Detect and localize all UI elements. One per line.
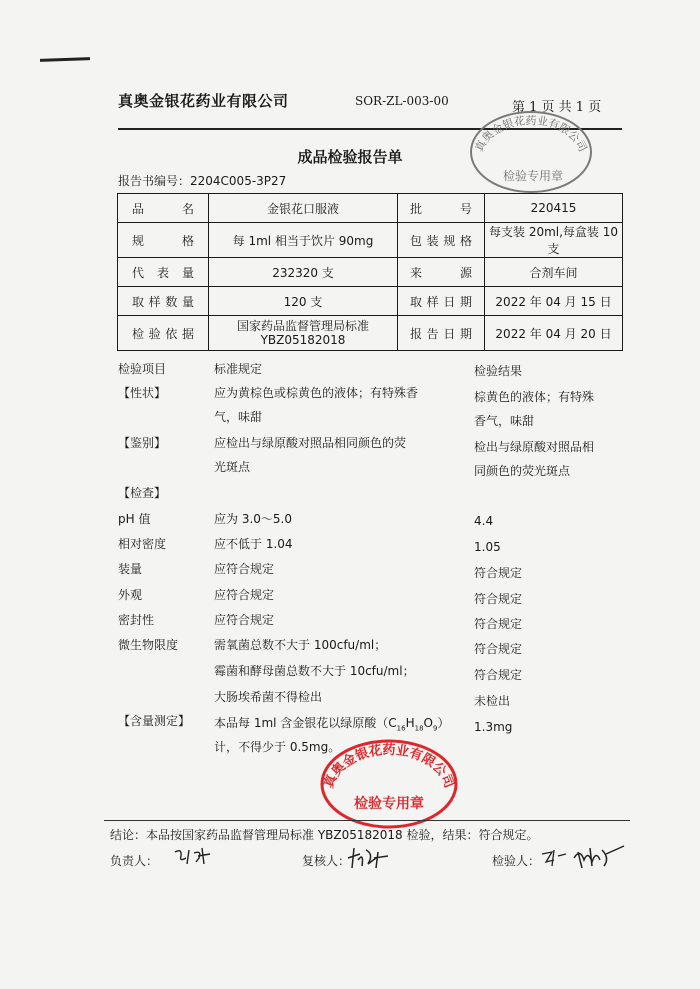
sample-date-value: 2022 年 04 月 15 日 [485,287,623,316]
appearance-label: 【性状】 [118,386,167,400]
report-number: 报告书编号：2204C005-3P27 [118,174,287,188]
basis-value [209,316,398,351]
page-info: 第 1 页 共 1 页 [512,100,602,115]
micro-result-3: 未检出 [474,694,511,708]
micro-standard-1: 需氧菌总数不大于 100cfu/ml； [214,638,387,652]
company-name: 真奥金银花药业有限公司 [118,92,289,110]
conclusion: 结论：本品按国家药品监督管理局标准 YBZ05182018 检验，结果：符合规定。 [110,828,539,842]
seal-standard: 应符合规定 [214,613,275,627]
appearance-standard-2: 气，味甜 [214,410,263,424]
batch-value: 220415 [485,194,623,223]
product-label: 品名 [118,194,209,223]
reviewer-label: 复核人： [302,854,351,868]
micro-standard-3: 大肠埃希菌不得检出 [214,690,323,704]
batch-label: 批号 [398,194,485,223]
stamp-purpose-text: 检验专用章 [502,169,564,183]
sample-date-label: 取样日期 [398,287,485,316]
report-date-label: 报告日期 [398,316,485,351]
identification-result-2: 同颜色的荧光斑点 [474,464,571,478]
basis-line-1: 国家药品监督管理局标准 [236,319,369,333]
basis-label: 检验依据 [118,316,209,351]
appearance-result-2: 香气，味甜 [474,414,535,428]
scan-mark [40,57,90,62]
ph-standard: 应为 3.0～5.0 [214,512,292,526]
ph-result: 4.4 [474,514,494,528]
pack-label: 包装规格 [398,223,485,258]
inspector-signature [540,844,632,872]
table-row [118,258,623,287]
assay-standard-2: 计，不得少于 0.5mg。 [214,740,341,754]
reviewer-signature [346,844,392,872]
header-item: 检验项目 [118,362,167,376]
micro-standard-2: 霉菌和酵母菌总数不大于 10cfu/ml； [214,664,415,678]
sample-qty-value: 120 支 [209,287,398,316]
batch-qty-label: 代表量 [118,258,209,287]
density-standard: 应不低于 1.04 [214,537,293,551]
fill-label: 装量 [118,562,143,576]
conclusion-divider [104,820,630,821]
table-row [118,316,623,351]
micro-label: 微生物限度 [118,638,179,652]
header-result: 检验结果 [474,364,523,378]
table-row [118,194,623,223]
micro-result-2: 符合规定 [474,668,523,682]
look-standard: 应符合规定 [214,588,275,602]
header-standard: 标准规定 [214,362,263,376]
report-title: 成品检验报告单 [297,148,403,166]
stamp-company-text: 真奥金银花药业有限公司 [472,114,590,154]
stamp-purpose-text-red: 检验专用章 [354,796,424,812]
stamp-company-text-red: 真奥金银花药业有限公司 [321,743,457,791]
identification-result-1: 检出与绿原酸对照品相 [474,440,595,454]
seal-label: 密封性 [118,613,155,627]
assay-standard-1: 本品每 1ml 含金银花以绿原酸$(C_{16}H_{18}O_9)$ [214,716,450,733]
identification-standard-1: 应检出与绿原酸对照品相同颜色的荧 [214,436,407,450]
ph-label: pH 值 [118,512,151,526]
fill-result: 符合规定 [474,566,523,580]
batch-qty-value: 232320 支 [209,258,398,287]
pack-value: 每支装 20ml,每盒装 10 支 [485,223,623,258]
look-result: 符合规定 [474,592,523,606]
seal-result: 符合规定 [474,617,523,631]
source-value: 合剂车间 [485,258,623,287]
inspection-stamp-red [318,738,460,830]
check-label: 【检查】 [118,486,167,500]
density-result: 1.05 [474,540,501,554]
basis-line-2: YBZ05182018 [260,333,346,347]
product-value: 金银花口服液 [209,194,398,223]
identification-standard-2: 光斑点 [214,460,251,474]
assay-result: 1.3mg [474,720,513,734]
spec-value: 每 1ml 相当于饮片 90mg [209,223,398,258]
assay-label: 【含量测定】 [118,714,191,728]
responsible-signature [172,844,216,868]
appearance-standard-1: 应为黄棕色或棕黄色的液体；有特殊香 [214,386,419,400]
source-label: 来源 [398,258,485,287]
document-number: SOR-ZL-003-00 [355,94,449,108]
sample-qty-label: 取样数量 [118,287,209,316]
spec-label: 规格 [118,223,209,258]
appearance-result-1: 棕黄色的液体；有特殊 [474,390,595,404]
product-info-table [117,193,623,351]
responsible-label: 负责人： [110,854,159,868]
table-row [118,287,623,316]
density-label: 相对密度 [118,537,167,551]
look-label: 外观 [118,588,143,602]
inspector-label: 检验人： [492,854,541,868]
table-row [118,223,623,258]
report-date-value: 2022 年 04 月 20 日 [485,316,623,351]
micro-result-1: 符合规定 [474,642,523,656]
identification-label: 【鉴别】 [118,436,167,450]
fill-standard: 应符合规定 [214,562,275,576]
